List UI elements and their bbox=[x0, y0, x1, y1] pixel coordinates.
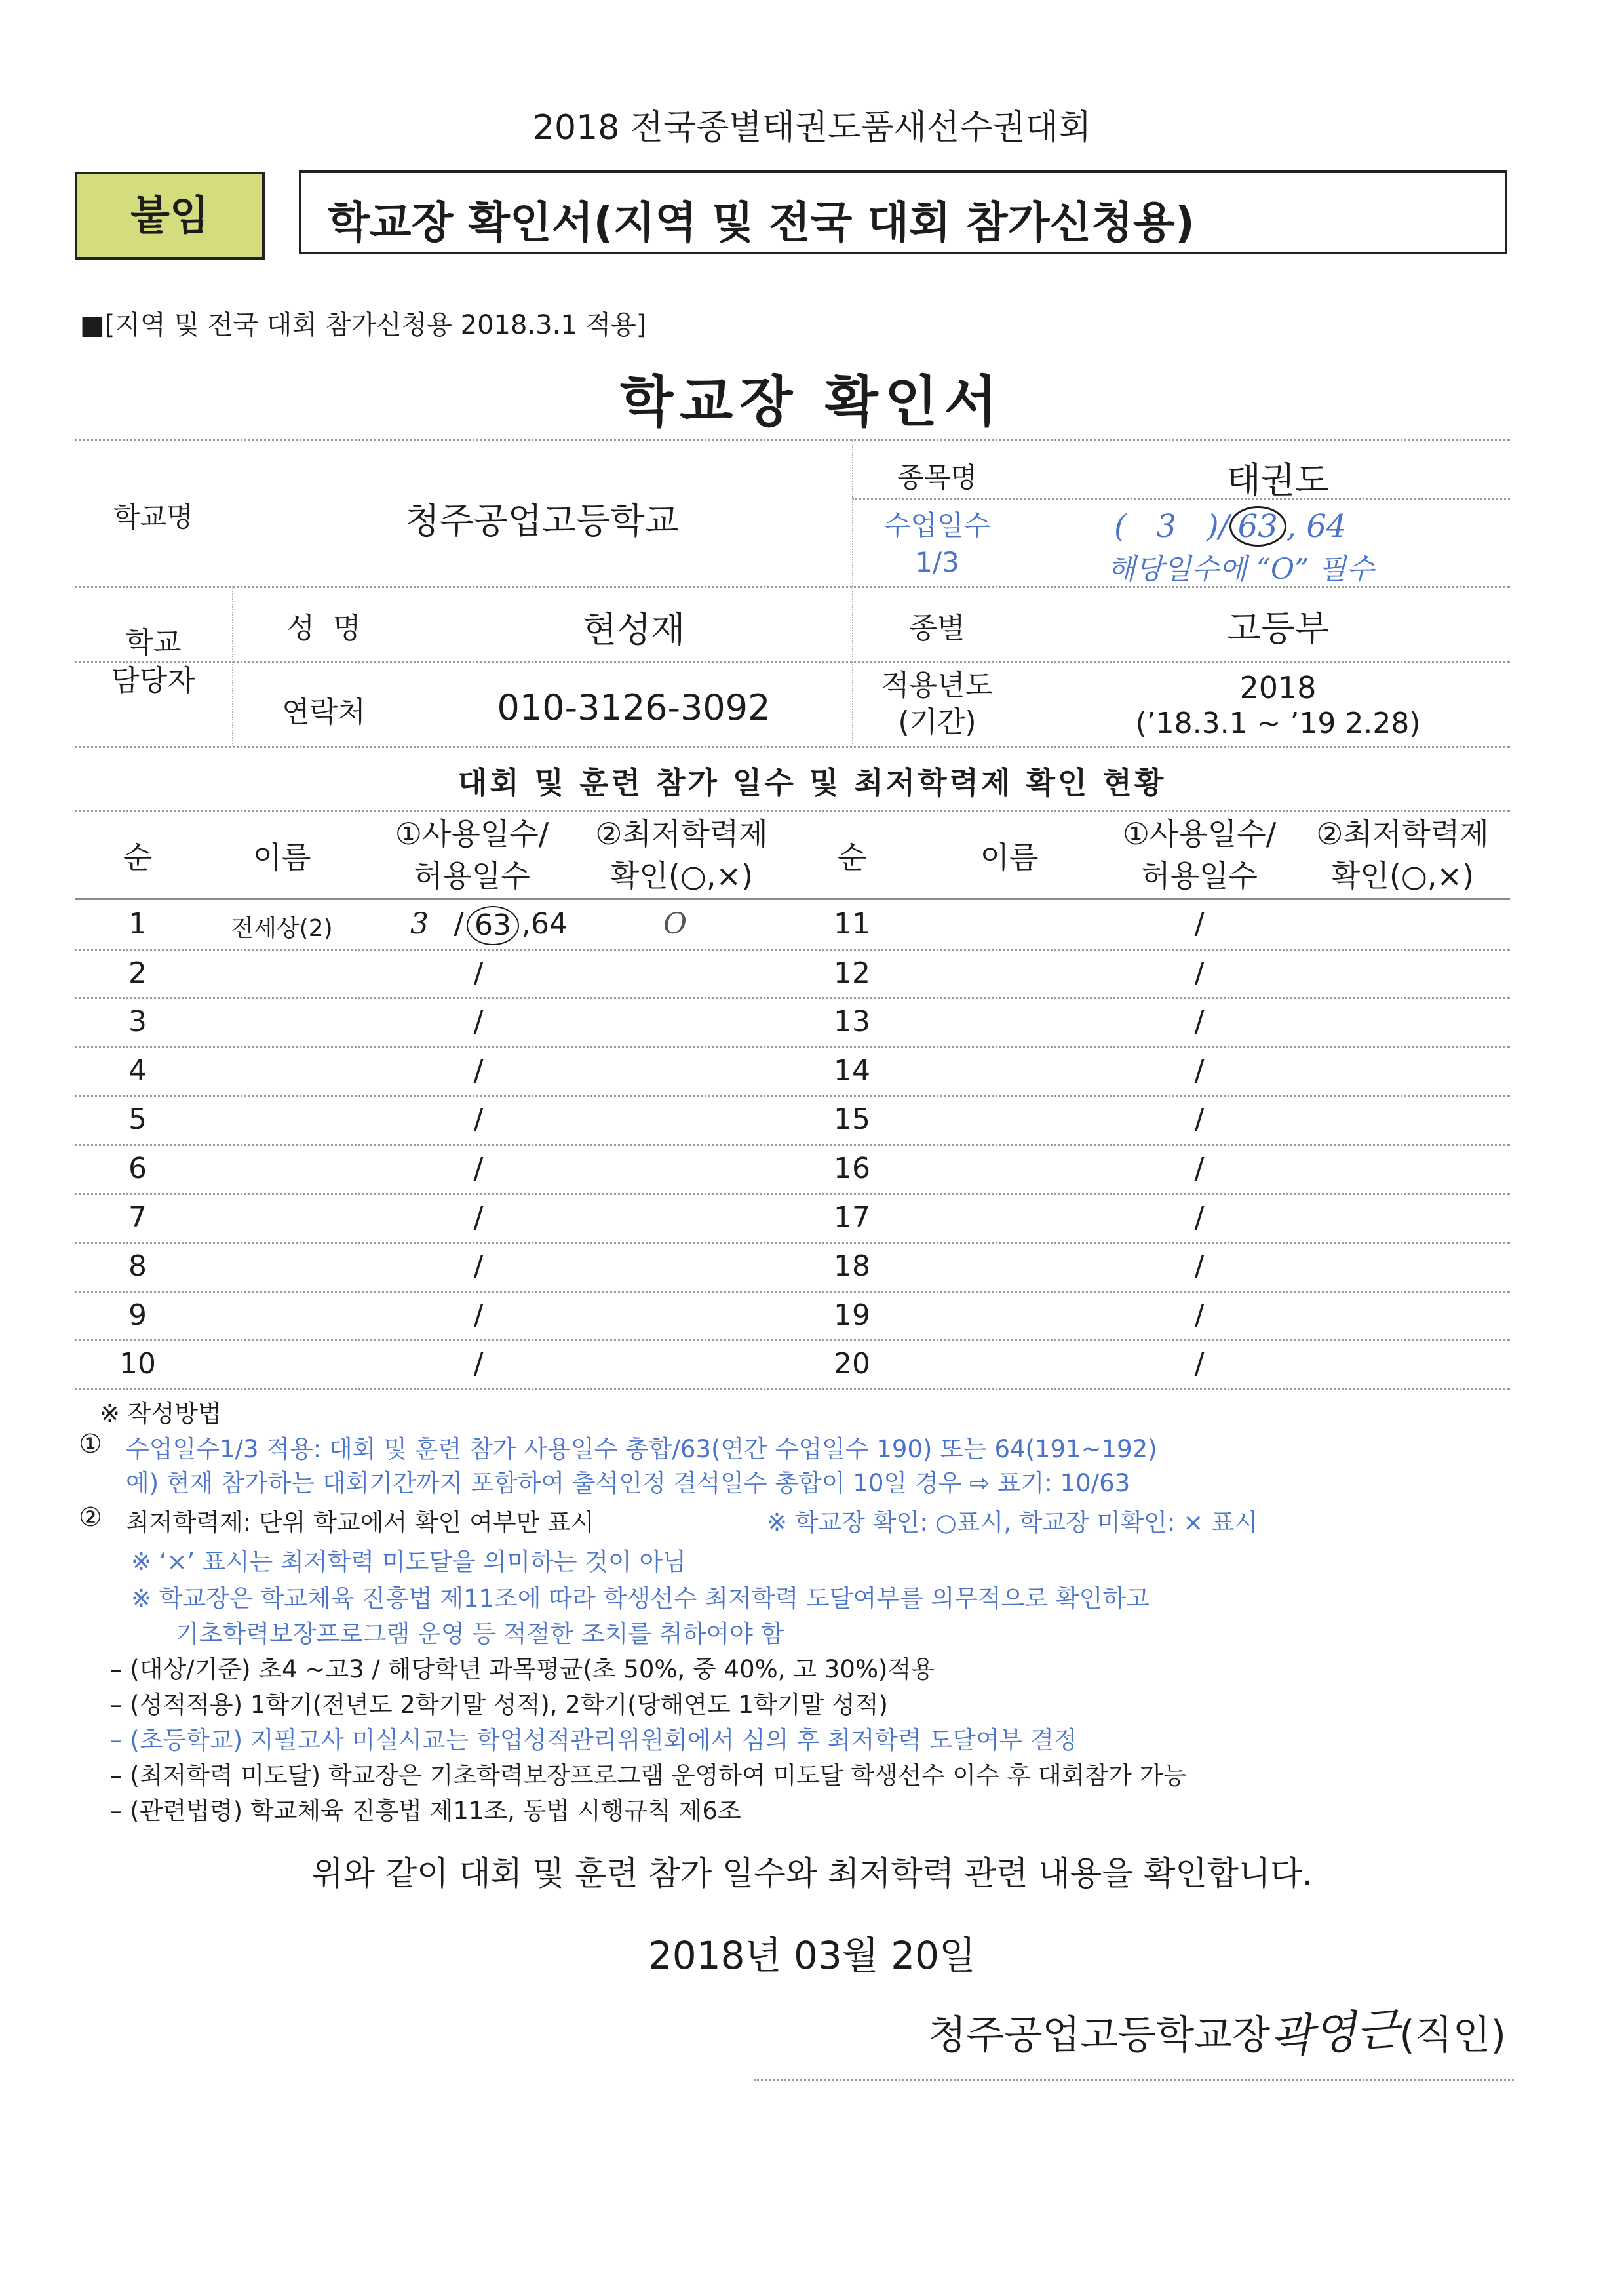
allow-63-circled: 63 bbox=[467, 906, 519, 945]
row-num: 18 bbox=[834, 1249, 870, 1284]
row-divider bbox=[75, 1046, 1510, 1048]
division-label: 종별 bbox=[909, 612, 965, 645]
days-slash: / bbox=[1194, 1249, 1205, 1284]
confirm-statement: 위와 같이 대회 및 훈련 참가 일수와 최저학력 관련 내용을 확인합니다. bbox=[311, 1854, 1313, 1893]
days-64: , 64 bbox=[1286, 508, 1347, 545]
note-4b: 기초학력보장프로그램 운영 등 적절한 조치를 취하여야 함 bbox=[176, 1620, 784, 1648]
days-slash: / bbox=[473, 1103, 484, 1137]
header-min-left-2: 확인(○,×) bbox=[609, 858, 754, 893]
person-name-label: 성 명 bbox=[286, 612, 361, 645]
allow-64: ,64 bbox=[522, 907, 568, 941]
header-name-left: 이름 bbox=[252, 840, 311, 875]
row-num: 7 bbox=[128, 1200, 147, 1234]
row-num: 8 bbox=[128, 1249, 147, 1284]
row-num: 14 bbox=[834, 1053, 870, 1088]
contact-label bbox=[75, 624, 232, 700]
row-num: 15 bbox=[834, 1103, 870, 1137]
header-days-right-2: 허용일수 bbox=[1141, 858, 1258, 893]
detail-1: – (대상/기준) 초4 ~고3 / 해당학년 과목평균(초 50%, 중 40%, 고 30%)적용 bbox=[110, 1655, 935, 1683]
row-divider bbox=[75, 1388, 1510, 1390]
header-min-right-1: ②최저학력제 bbox=[1316, 816, 1489, 852]
period-label bbox=[852, 667, 1022, 741]
days-slash: / bbox=[473, 1249, 484, 1284]
period-label-1: 적용년도 bbox=[881, 669, 993, 702]
row-num: 16 bbox=[834, 1152, 870, 1185]
row-num: 20 bbox=[834, 1347, 870, 1381]
detail-2: – (성적적용) 1학기(전년도 2학기말 성적), 2학기(당해연도 1학기말 성적) bbox=[110, 1691, 888, 1719]
row-num: 2 bbox=[128, 956, 147, 990]
division-value: 고등부 bbox=[1226, 608, 1330, 649]
notes-heading: ※ 작성방법 bbox=[100, 1400, 222, 1428]
note-3: ※ ‘×’ 표시는 최저학력 미도달을 의미하는 것이 아님 bbox=[131, 1548, 686, 1576]
title-box-text: 학교장 확인서(지역 및 전국 대회 참가신청용) bbox=[328, 197, 1195, 248]
days-used: 3 bbox=[410, 907, 429, 941]
row-divider bbox=[75, 949, 1510, 951]
row-divider bbox=[75, 1242, 1510, 1244]
days-slash: / bbox=[1194, 1053, 1205, 1088]
days-slash: / bbox=[473, 1152, 484, 1185]
class-days-label-2: 1/3 bbox=[915, 546, 959, 578]
table-caption: 대회 및 훈련 참가 일수 및 최저학력제 확인 현황 bbox=[457, 765, 1167, 800]
header-min-right-2: 확인(○,×) bbox=[1330, 858, 1475, 893]
row-num: 1 bbox=[128, 907, 147, 941]
row-num: 6 bbox=[128, 1152, 147, 1185]
header-days-right bbox=[1094, 813, 1304, 897]
person-name-value: 현성재 bbox=[582, 609, 686, 650]
row-divider bbox=[75, 1193, 1510, 1195]
note-1-mark: ① bbox=[79, 1429, 102, 1459]
school-name-value: 청주공업고등학교 bbox=[405, 500, 679, 541]
header-min-right bbox=[1298, 813, 1507, 897]
period-label-2: (기간) bbox=[898, 705, 976, 739]
days-close: )/ bbox=[1206, 508, 1229, 545]
header-name-right: 이름 bbox=[980, 840, 1039, 875]
header-num-right: 순 bbox=[837, 840, 867, 875]
row-divider bbox=[75, 997, 1510, 999]
header-days-left bbox=[367, 813, 577, 897]
note-2-mark: ② bbox=[79, 1502, 102, 1533]
row-num: 12 bbox=[834, 956, 870, 990]
subtitle-note: ■[지역 및 전국 대회 참가신청용 2018.3.1 적용] bbox=[80, 310, 647, 340]
days-slash: / bbox=[473, 1053, 484, 1088]
row-name: 전세상(2) bbox=[231, 915, 333, 942]
days-slash: / bbox=[1194, 956, 1205, 990]
row-divider bbox=[75, 1339, 1510, 1341]
days-slash: / bbox=[473, 1005, 484, 1039]
row-num: 11 bbox=[834, 907, 870, 941]
days-slash: / bbox=[1194, 1200, 1205, 1234]
days-slash: / bbox=[473, 1298, 484, 1332]
handwritten-signature: 곽영근 bbox=[1269, 2003, 1402, 2064]
row-divider bbox=[75, 1144, 1510, 1146]
row-num: 9 bbox=[128, 1298, 147, 1332]
days-63-circled: 63 bbox=[1229, 506, 1286, 547]
contact-label-2: 담당자 bbox=[111, 664, 195, 697]
days-slash: / bbox=[1194, 907, 1205, 941]
period-range: (’18.3.1 ~ ’19 2.28) bbox=[1135, 707, 1421, 740]
header-days-right-1: ①사용일수/ bbox=[1122, 816, 1277, 852]
class-days-label bbox=[852, 507, 1022, 581]
days-slash: / bbox=[1194, 1152, 1205, 1185]
row-num: 13 bbox=[834, 1005, 870, 1039]
days-used: 3 bbox=[1156, 508, 1177, 545]
days-slash: / bbox=[473, 956, 484, 990]
note-2b: ※ 학교장 확인: ○표시, 학교장 미확인: × 표시 bbox=[767, 1508, 1258, 1537]
phone-label: 연락처 bbox=[282, 696, 366, 729]
row-num: 4 bbox=[128, 1053, 147, 1088]
contact-label-1: 학교 bbox=[125, 626, 182, 659]
phone-value: 010-3126-3092 bbox=[497, 687, 771, 728]
document-title: 학교장 확인서 bbox=[619, 370, 1005, 434]
header-min-left bbox=[577, 813, 786, 897]
row-num: 3 bbox=[128, 1005, 147, 1039]
row-num: 10 bbox=[119, 1347, 156, 1381]
school-name-label: 학교명 bbox=[113, 501, 193, 533]
days-slash: / bbox=[1194, 1298, 1205, 1332]
sport-value: 태권도 bbox=[1226, 460, 1330, 501]
title-box bbox=[299, 170, 1507, 254]
note-4: ※ 학교장은 학교체육 진흥법 제11조에 따라 학생선수 최저학력 도달여부를 의무적으로 확인하고 bbox=[131, 1584, 1150, 1613]
header-min-left-1: ②최저학력제 bbox=[595, 816, 768, 852]
header-days-left-1: ①사용일수/ bbox=[395, 816, 549, 852]
days-slash: / bbox=[454, 907, 464, 941]
note-2a: 최저학력제: 단위 학교에서 확인 여부만 표시 bbox=[126, 1508, 594, 1537]
detail-4: – (최저학력 미도달) 학교장은 기초학력보장프로그램 운영하여 미도달 학생선수 이수 후 대회참가 가능 bbox=[110, 1761, 1187, 1790]
days-slash: / bbox=[1194, 1005, 1205, 1039]
row-num: 5 bbox=[128, 1103, 147, 1137]
note-1b: 예) 현재 참가하는 대회기간까지 포함하여 출석인정 결석일수 총합이 10일 경우 ⇨ 표기: 10/63 bbox=[126, 1469, 1131, 1497]
header-num-left: 순 bbox=[123, 840, 153, 875]
note-1: 수업일수1/3 적용: 대회 및 훈련 참가 사용일수 총합/63(연간 수업일수 190) 또는 64(191~192) bbox=[126, 1435, 1157, 1463]
detail-3: – (초등학교) 지필고사 미실시교는 학업성적관리위원회에서 심의 후 최저학력 도달여부 결정 bbox=[110, 1726, 1077, 1754]
row-divider bbox=[75, 1095, 1510, 1097]
detail-5: – (관련법령) 학교체육 진흥법 제11조, 동법 시행규칙 제6조 bbox=[110, 1797, 741, 1825]
days-slash: / bbox=[1194, 1347, 1205, 1381]
days-open: ( bbox=[1114, 508, 1127, 545]
principal-title: 청주공업고등학교장 bbox=[928, 2012, 1271, 2058]
row-divider bbox=[75, 1291, 1510, 1293]
class-days-note: 해당일수에 “O” 필수 bbox=[1108, 553, 1374, 586]
issue-date: 2018년 03월 20일 bbox=[648, 1933, 976, 1978]
days-slash: / bbox=[473, 1200, 484, 1234]
min-check: O bbox=[663, 907, 687, 941]
sport-label: 종목명 bbox=[897, 461, 977, 494]
days-slash: / bbox=[473, 1347, 484, 1381]
attach-label: 붙임 bbox=[75, 172, 265, 260]
header-days-left-2: 허용일수 bbox=[414, 858, 530, 893]
class-days-value bbox=[1114, 506, 1346, 547]
row-num: 17 bbox=[834, 1200, 870, 1234]
signature-block bbox=[929, 1998, 1506, 2062]
row-num: 19 bbox=[834, 1298, 870, 1332]
days-slash: / bbox=[1194, 1103, 1205, 1137]
event-title: 2018 전국종별태권도품새선수권대회 bbox=[532, 108, 1092, 147]
official-seal-text: (직인) bbox=[1399, 2012, 1506, 2058]
class-days-label-1: 수업일수 bbox=[883, 509, 991, 541]
period-year: 2018 bbox=[1239, 670, 1317, 705]
